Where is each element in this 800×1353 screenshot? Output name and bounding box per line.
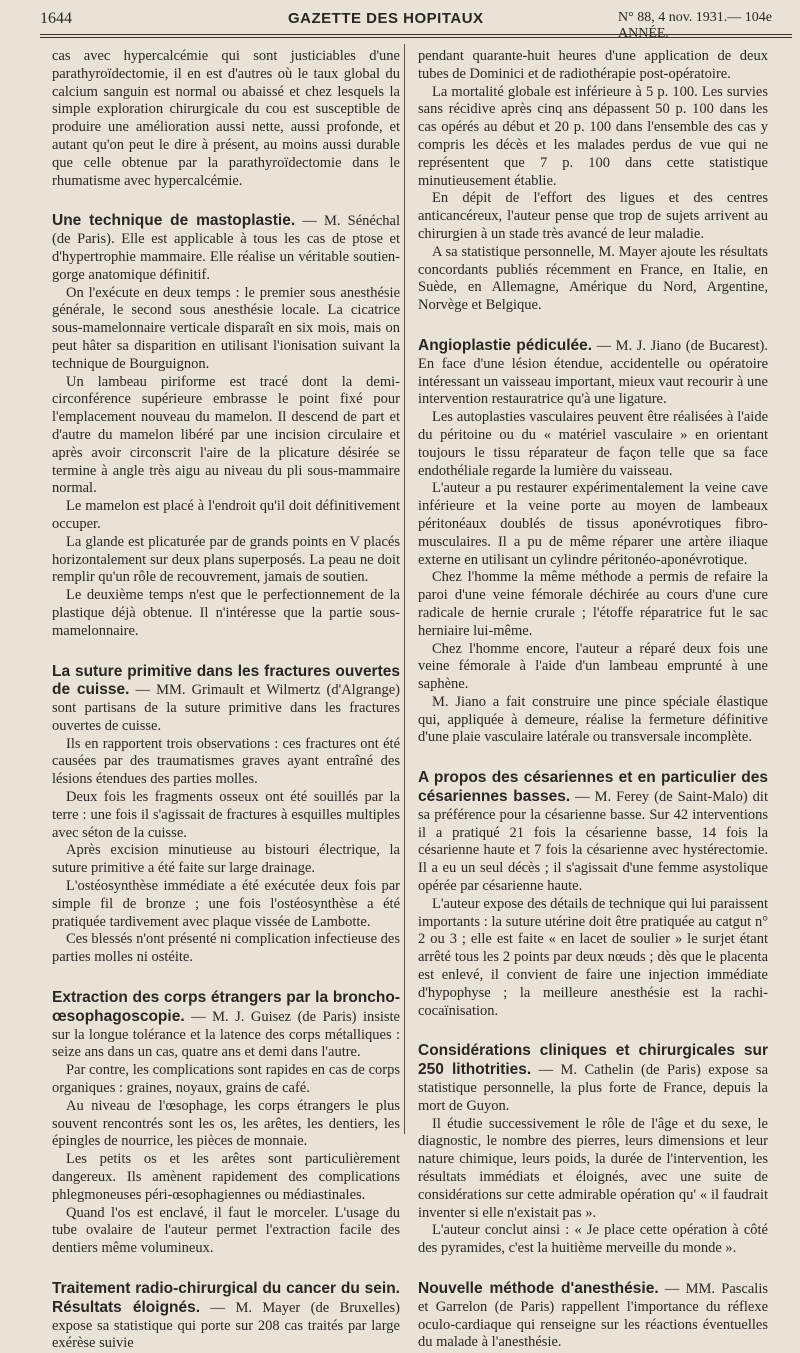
article-mastoplastie: [52, 212, 400, 640]
paragraph: L'auteur expose des détails de technique qui lui paraissent importants : la suture utérine doit être pratiquée au catgut n° 2 ou 3 ; elle est faite « en lacet de soulier » le surjet étant arrêté tous les 2 points par deux nœuds ; dès que le placenta est enlevé, il convient de faire une injection immédiate d'hypophyse ; la meilleure anesthésie est la rachi-cocaïnisation.: [418, 895, 769, 1019]
article-author: — M. Mayer (de Bruxelles): [200, 1299, 401, 1316]
article-title: La suture primitive dans les fractures ouvertes de cuisse.: [52, 662, 400, 699]
left-column: [52, 48, 400, 1353]
paragraph: La glande est plicaturée par de grands points en V placés horizontalement sur deux plans superposés. La peau ne doit remplir qu'un rôle de recouvrement, jamais de soutien.: [52, 533, 400, 586]
paragraph: La mortalité globale est inférieure à 5 p. 100. Les survies sans récidive après cinq ans dépassent 50 p. 100 dans les cas opérés au début et 20 p. 100 dans l'ensemble des cas y compris les décès et les malades perdus de vue qui ne représentent que 7 p. 100 dans cette statistique minutieusement établie.: [418, 83, 768, 189]
article-cesariennes: [418, 769, 768, 1020]
article-lead-text: rappellent l'importance du réflexe oculo-cardiaque qui renseigne sur les réactions éventuelles du malade à l'anesthésie.: [418, 1298, 768, 1351]
paragraph: A sa statistique personnelle, M. Mayer ajoute les résultats concordants publiés récemment en France, en Italie, en Suède, en Allemagne, Amérique du Nord, Argentine, Norvège et Belgique.: [418, 243, 768, 314]
article-lead: [52, 212, 400, 284]
article-author: — M. Sénéchal (de Paris).: [52, 213, 400, 248]
paragraph: M. Jiano a fait construire une pince spéciale élastique qui, appliquée à demeure, réalise la fermeture définitive d'une plaie vasculaire latérale ou transversale incomplète.: [418, 693, 768, 746]
paragraph: Un lambeau piriforme est tracé dont la demi-circonférence supérieure embrasse le point fixé pour l'emplacement nouveau du mamelon. Il descend de part et d'autre du mamelon libéré par une incision circulaire et après avoir circonscrit l'aire de la plicature désirée se termine à angle très aigu au niveau du pli sous-mammaire normal.: [52, 373, 400, 497]
article-lead-text: expose sa statistique personnelle, la plus forte de France, depuis la mort de Guyon.: [418, 1062, 768, 1114]
article-author: — M. J. Guisez (de Paris): [184, 1008, 357, 1025]
paragraph: Ils en rapportent trois observations : ces fractures ont été causées par des traumatismes graves ayant entraîné des lésions étendues des parties molles.: [52, 735, 400, 788]
paragraph: Chez l'homme la même méthode a permis de refaire la paroi d'une veine fémorale déchirée au cours d'une cure radicale de hernie crurale ; l'étoffe réparatrice fut le sac herniaire lui-même.: [418, 569, 768, 639]
article-lead-text: dit sa préférence pour la césarienne basse. Sur 42 interventions il a pratiqué 21 fois la césarienne basse, 14 fois la césarienne haute et 7 fois la césarienne avec hystérectomie. Il a eu un seul décès ; il s'agissait d'une femme asystolique opérée par césarienne haute.: [418, 789, 768, 895]
paragraph: Au niveau de l'œsophage, les corps étrangers le plus souvent rencontrés sont les os, les arêtes, les dentiers, les épingles de nourrice, les pièces de monnaie.: [52, 1097, 400, 1150]
header-rule-double: [40, 37, 792, 38]
article-lead-text: insiste sur la longue tolérance et la latence des corps métalliques : seize ans dans un cas, quatre ans et demi dans l'autre.: [52, 1008, 400, 1061]
paragraph: Les petits os et les arêtes sont particulièrement dangereux. Ils amènent rapidement des complications phlegmoneuses péri-œsophagiennes ou médiastinales.: [52, 1151, 400, 1203]
article-lead: [52, 663, 400, 736]
article-lead: [418, 769, 768, 896]
paragraph: L'auteur conclut ainsi : « Je place cette opération à côté des pyramides, c'est la huitième merveille du monde ».: [418, 1222, 768, 1257]
paragraph: Le deuxième temps n'est que le perfectionnement de la plastique déjà obtenue. Il n'intéresse que la partie sous-mamelonnaire.: [52, 587, 400, 639]
article-lithotrities: [418, 1042, 768, 1258]
article-lead: [52, 1280, 400, 1353]
paragraph: Le mamelon est placé à l'endroit qu'il doit définitivement occuper.: [52, 498, 400, 532]
issue-info: N° 88, 4 nov. 1931.— 104e ANNÉE.: [618, 10, 773, 41]
paragraph: Les autoplasties vasculaires peuvent être réalisées à l'aide du péritoine ou du « matériel vasculaire » en orientant toujours le tissu réparateur de façon telle que sa face endothéliale regarde la lumière du vaisseau.: [418, 409, 768, 479]
article-author: — M. Ferey (de Saint-Malo): [570, 789, 748, 806]
article-author: — MM. Pascalis et Garrelon (de Paris): [418, 1281, 768, 1315]
article-lead-text: expose sa statistique qui porte sur 208 cas traités par large exérèse suivie: [52, 1317, 400, 1352]
article-lead-text: sont partisans de la suture primitive dans les fractures ouvertes de cuisse.: [52, 700, 400, 734]
article-cancer-sein: [52, 1280, 400, 1353]
column-divider: [404, 44, 405, 1134]
article-lead: [418, 1042, 768, 1115]
paragraph: Il étudie successivement le rôle de l'âge et du sexe, le diagnostic, le nombre des pierres, leurs dimensions et leur nature chimique, leurs poids, la durée de l'intervention, les résultats immédiats et éloignés, avec une suite de considérations sur cette admirable opération qu' « il faudrait inventer si elle n'existait pas ».: [418, 1115, 768, 1221]
article-lead: [418, 1280, 768, 1352]
article-author: — M. J. Jiano (de Bucarest).: [592, 337, 769, 354]
article-lead-text: En face d'une lésion étendue, accidentelle ou opératoire intéressant un vaisseau important, mieux vaut recourir à une intervention restauratrice qu'à une ligature.: [418, 355, 768, 408]
article-title: Angioplastie pédiculée.: [418, 336, 593, 354]
article-title: Traitement radio-chirurgical du cancer du sein. Résultats éloignés.: [52, 1280, 400, 1316]
paragraph: En dépit de l'effort des ligues et des centres anticancéreux, l'auteur pense que trop de sujets arrivent au chirurgien à un stade très avancé de leur maladie.: [418, 190, 768, 242]
article-lead: [52, 989, 400, 1062]
paragraph: Après excision minutieuse au bistouri électrique, la suture primitive a été faite sur large drainage.: [52, 842, 400, 877]
article-lead-text: Elle est applicable à tous les cas de ptose et d'hypertrophie mammaire. Elle réalise un véritable soutien-gorge anatomique définitif.: [52, 231, 400, 283]
article-title: Une technique de mastoplastie.: [52, 212, 296, 230]
article-title: Extraction des corps étrangers par la broncho-œsophagoscopie.: [52, 989, 400, 1025]
paragraph: Chez l'homme encore, l'auteur a réparé deux fois une veine fémorale à l'aide d'un lambeau emprunté à une saphène.: [418, 640, 768, 693]
article-title: Considérations cliniques et chirurgicales sur 250 lithotrities.: [418, 1042, 768, 1079]
page-header: [40, 6, 792, 41]
journal-title: GAZETTE DES HOPITAUX: [288, 10, 484, 27]
paragraph: Ces blessés n'ont présenté ni complication infectieuse des parties molles ni ostéite.: [52, 931, 401, 966]
article-angioplastie: [418, 337, 768, 747]
paragraph: L'ostéosynthèse immédiate a été exécutée deux fois par simple fil de bronze ; une fois l'ostéosynthèse a été pratiquée tardivement avec plaque vissée de Lambotte.: [52, 878, 400, 930]
article-author: — MM. Grimault et Wilmertz (d'Algrange): [129, 682, 400, 699]
header-rule: [40, 34, 792, 35]
page-number: 1644: [40, 10, 72, 27]
article-lead: [418, 337, 768, 409]
article-anesthesie: [418, 1280, 768, 1352]
article-title: A propos des césariennes et en particulier des césariennes basses.: [418, 769, 768, 806]
article-title: Nouvelle méthode d'anesthésie.: [418, 1280, 659, 1297]
article-corps-etrangers: [52, 989, 400, 1258]
paragraph: Par contre, les complications sont rapides en cas de corps organiques : graines, noyaux, grains de café.: [52, 1062, 400, 1097]
paragraph: Quand l'os est enclavé, il faut le morceler. L'usage du tube ovalaire de l'auteur permet l'extraction facile des dentiers même volumineux.: [52, 1204, 400, 1257]
paragraph: On l'exécute en deux temps : le premier sous anesthésie générale, le second sous anesthésie locale. La cicatrice sous-mamelonnaire verticale disparaît en six mois, mais on peut hâter sa disparition en utilisant l'ionisation suivant la technique de Bourguignon.: [52, 284, 400, 372]
paragraph: cas avec hypercalcémie qui sont justiciables d'une parathyroïdectomie, il en est d'autres où le taux global du calcium sanguin est normal ou abaissé et chez lesquels la simple exploration chirurgicale du cou est susceptible de produire une amélioration aussi nette, aussi profonde, et autant qu'on peut le dire à présent, au moins aussi durable que celle obtenue par la parathyroïdectomie dans le rhumatisme avec hypercalcémie.: [52, 48, 400, 189]
right-column: [418, 48, 768, 1352]
paragraph: L'auteur a pu restaurer expérimentalement la veine cave inférieure et la veine porte au moyen de lambeaux péritonéaux doublés de tissus aponévrotiques fibro-musculaires. Il a pu de même réparer une artère iliaque externe en utilisant un cylindre péritonéo-aponévrotique.: [418, 480, 768, 568]
article-suture-primitive: [52, 663, 400, 968]
paragraph: Deux fois les fragments osseux ont été souillés par la terre : une fois il s'agissait de fractures à esquilles multiples avec séton de la cuisse.: [52, 789, 400, 841]
paragraph: pendant quarante-huit heures d'une application de deux tubes de Dominici et de radiothérapie post-opératoire.: [418, 48, 768, 82]
article-author: — M. Cathelin (de Paris): [531, 1062, 701, 1079]
